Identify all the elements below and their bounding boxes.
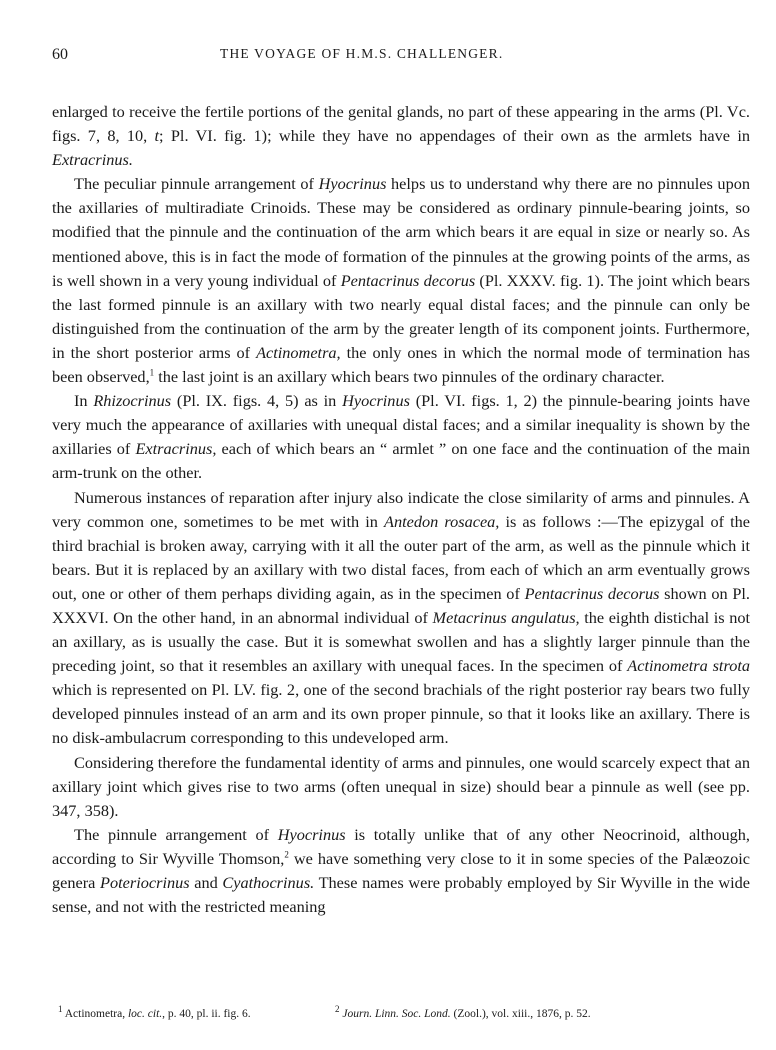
italic-text: Pentacrinus decorus xyxy=(524,583,660,603)
italic-text: Journ. Linn. Soc. Lond. xyxy=(342,1008,451,1020)
paragraph xyxy=(52,172,750,389)
text-run: (Zool.), vol. xiii., 1876, p. 52. xyxy=(450,1008,591,1020)
italic-text: Pentacrinus decorus xyxy=(340,270,476,290)
text-run: (Pl. VI. figs. 1, 2) the pinnule-bearing joints have very much the appearance of axillaries with unequal distal faces; and a similar inequality is shown by the axillaries of xyxy=(52,391,751,459)
text-run: we have something very close to it in some species of the Palæozoic genera xyxy=(52,848,751,892)
text-run: The peculiar pinnule arrangement of xyxy=(74,174,319,194)
footnote-marker: 1 xyxy=(58,1004,63,1015)
text-run: the only ones in which the normal mode of termination has been observed, xyxy=(52,342,750,387)
text-run: In xyxy=(74,391,94,411)
text-run: enlarged to receive the fertile portions of the genital glands, no part of these appearing in the arms (Pl. Vc. figs. 7, 8, 10, xyxy=(52,102,750,146)
text-run: and xyxy=(189,873,223,892)
text-run: is totally unlike that of any other Neocrinoid, although, according to Sir Wyville Thomson, xyxy=(52,824,750,868)
italic-text: t xyxy=(154,126,160,146)
body-text xyxy=(52,100,750,919)
italic-text: Hyocrinus xyxy=(342,391,410,411)
text-run: shown on Pl. XXXVI. On the other hand, in an abnormal individual of xyxy=(52,583,750,627)
text-run: Considering therefore the fundamental identity of arms and pinnules, one would scarcely expect that an axillary joint which gives rise to two arms (often unequal in size) should bear a pinnule as well (see pp. 347, 358). xyxy=(52,752,750,820)
italic-text: Cyathocrinus. xyxy=(222,873,315,892)
italic-text: Actinometra strota xyxy=(627,656,750,676)
text-run: is as follows :—The epizygal of the third brachial is broken away, carrying with it all the outer part of the arm, as well as the pinnule which it bears. But it is replaced by an axillary with two distal faces, from each of which an arm eventually grows out, one or other of them perhaps dividing again, as in the specimen of xyxy=(52,511,751,603)
text-run: , p. 40, pl. ii. fig. 6. xyxy=(162,1008,251,1020)
running-header xyxy=(52,46,750,70)
footnotes xyxy=(58,1004,750,1020)
text-run: Actinometra, xyxy=(62,1008,128,1020)
text-run: each of which bears an “ armlet ” on one face and the continuation of the main arm-trunk on the other. xyxy=(52,439,750,483)
text-run: The pinnule arrangement of xyxy=(74,824,278,844)
italic-text: Extracrinus. xyxy=(52,150,133,170)
paragraph xyxy=(52,823,750,919)
paragraph xyxy=(52,389,750,485)
italic-text: Hyocrinus xyxy=(318,174,387,194)
text-run: Numerous instances of reparation after injury also indicate the close similarity of arms and pinnules. A very common one, sometimes to be met with in xyxy=(52,487,750,531)
text-run: helps us to understand why there are no pinnules upon the axillaries of multiradiate Crinoids. These may be considered as ordinary pinnule-bearing joints, so modified that the pinnule and the continuation of the arm which bears it are equal in size or nearly so. As mentioned above, this is in fact the mode of formation of the pinnules at the growing points of the arms, as is well shown in a very young individual of xyxy=(52,174,750,290)
italic-text: loc. cit. xyxy=(127,1008,163,1020)
footnote-marker: 2 xyxy=(335,1004,340,1015)
footnote-marker: 2 xyxy=(284,849,289,860)
italic-text: Extracrinus, xyxy=(135,439,217,459)
text-run: the last joint is an axillary which bears two pinnules of the ordinary character. xyxy=(154,367,665,387)
italic-text: Metacrinus angulatus, xyxy=(432,607,580,627)
text-run: the eighth distichal is not an axillary, as is usually the case. But it is somewhat swollen and has a slightly larger pinnule than the preceding joint, so that it resembles an axillary with unequal faces. In the specimen of xyxy=(52,607,751,676)
paragraph xyxy=(52,486,750,751)
italic-text: Hyocrinus xyxy=(277,824,346,844)
italic-text: Poteriocrinus xyxy=(100,873,190,892)
footnote-marker: 1 xyxy=(149,367,155,378)
text-run: ; Pl. VI. fig. 1); while they have no appendages of their own as the armlets have in xyxy=(159,126,750,146)
paragraph xyxy=(52,100,750,172)
italic-text: Antedon rosacea, xyxy=(384,511,500,531)
footnote xyxy=(335,1004,591,1020)
footnote xyxy=(58,1004,335,1020)
paragraph xyxy=(52,751,750,823)
text-run: (Pl. IX. figs. 4, 5) as in xyxy=(171,391,343,411)
page-number: 60 xyxy=(52,46,68,63)
running-title: THE VOYAGE OF H.M.S. CHALLENGER. xyxy=(220,46,504,61)
text-run: (Pl. XXXV. fig. 1). The joint which bears the last formed pinnule is an axillary with two nearly equal distal faces; and the pinnule can only be distinguished from the continuation of the arm by the greater length of its component joints. Furthermore, in the short posterior arms of xyxy=(52,270,751,362)
italic-text: Rhizocrinus xyxy=(93,391,172,411)
text-run: which is represented on Pl. LV. fig. 2, one of the second brachials of the right posterior ray bears two fully developed pinnules instead of an arm and its own proper pinnule, so that it looks like an axillary. There is no disk-ambulacrum corresponding to this undeveloped arm. xyxy=(52,680,750,748)
italic-text: Actinometra, xyxy=(256,342,341,362)
text-run: These names were probably employed by Sir Wyville in the wide sense, and not with the restricted meaning xyxy=(52,873,750,917)
